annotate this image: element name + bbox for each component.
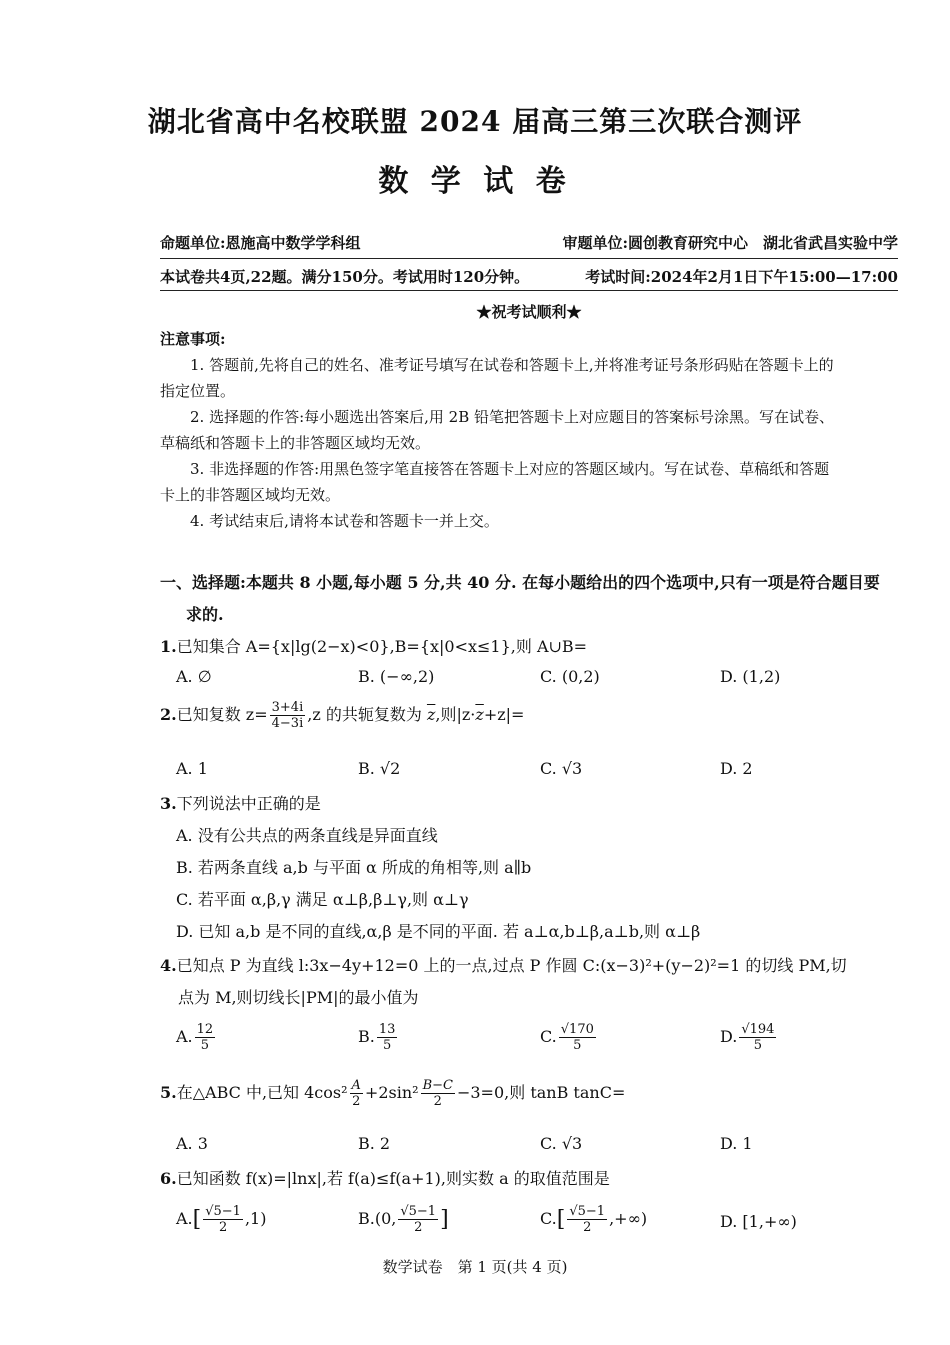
setter-info: 命题单位:恩施高中数学学科组 — [160, 234, 361, 252]
option-a: A. 没有公共点的两条直线是异面直线 — [176, 826, 438, 845]
fraction — [398, 1204, 438, 1235]
question-2 — [160, 700, 524, 731]
question-number: 6. — [160, 1169, 177, 1188]
numerator: A — [351, 1078, 361, 1093]
interval-tail: ,1) — [244, 1209, 267, 1228]
question-stem: 已知点 P 为直线 l:3x−4y+12=0 上的一点,过点 P 作圆 C:(x−3)²+(y−2)²=1 的切线 PM,切 — [176, 956, 847, 975]
option-d: D. 已知 a,b 是不同的直线,α,β 是不同的平面. 若 a⊥α,b⊥β,a⊥b,则 α⊥β — [176, 922, 701, 941]
section-heading: 一、选择题:本题共 8 小题,每小题 5 分,共 40 分. 在每小题给出的四个选项中,只有一项是符合题目要 — [160, 573, 880, 592]
option-d: D. 1 — [720, 1134, 753, 1153]
question-stem: 下列说法中正确的是 — [176, 794, 321, 813]
exam-title: 湖北省高中名校联盟 2024 届高三第三次联合测评 — [147, 105, 803, 138]
option-d: D. [1,+∞) — [720, 1212, 797, 1231]
question-3 — [160, 791, 321, 814]
numerator: √5−1 — [400, 1204, 437, 1219]
question-stem: 已知集合 A={x|lg(2−x)<0},B={x|0<x≤1},则 A∪B= — [176, 637, 588, 656]
option-a — [176, 1022, 217, 1053]
option-a: A. ∅ — [176, 667, 212, 686]
question-stem: +2sin² — [364, 1083, 419, 1102]
denominator: 2 — [414, 1220, 423, 1235]
question-stem: 已知复数 z= — [176, 705, 268, 724]
question-stem: 在△ABC 中,已知 4cos² — [176, 1083, 348, 1102]
question-number: 2. — [160, 705, 177, 724]
option-label: A. — [176, 1027, 193, 1046]
fraction — [377, 1022, 398, 1053]
question-number: 3. — [160, 794, 177, 813]
option-label: C. — [540, 1209, 557, 1228]
section-heading-cont: 求的. — [186, 605, 224, 624]
option-c — [540, 1022, 598, 1053]
divider-line — [160, 290, 898, 291]
question-stem: −3=0,则 tanB tanC= — [456, 1083, 626, 1102]
question-number: 4. — [160, 956, 177, 975]
interval-head: (0, — [374, 1209, 397, 1228]
numerator: √194 — [741, 1022, 775, 1037]
denominator: 5 — [573, 1038, 582, 1053]
option-label: D. — [720, 1027, 738, 1046]
denominator: 2 — [218, 1220, 228, 1235]
option-c: C. 若平面 α,β,γ 满足 α⊥β,β⊥γ,则 α⊥γ — [176, 890, 469, 909]
numerator: B−C — [422, 1078, 453, 1093]
numerator: √5−1 — [205, 1204, 241, 1219]
question-number: 1. — [160, 637, 177, 656]
option-d: D. 2 — [720, 759, 753, 778]
denominator: 2 — [352, 1094, 361, 1109]
option-d: D. (1,2) — [720, 667, 781, 686]
notice-heading: 注意事项: — [160, 330, 226, 348]
denominator: 2 — [433, 1094, 442, 1109]
question-stem: ,z 的共轭复数为 — [307, 705, 427, 724]
wish-banner: ★祝考试顺利★ — [476, 303, 582, 321]
option-b: B. 若两条直线 a,b 与平面 α 所成的角相等,则 a∥b — [176, 858, 532, 877]
option-c — [540, 1204, 647, 1235]
conjugate-z: $\overline{z}$ — [475, 705, 484, 724]
fraction — [195, 1022, 216, 1053]
conjugate-z: $\overline{z}$ — [426, 705, 436, 724]
option-c: C. √3 — [540, 759, 583, 778]
question-stem: ,则|z· — [435, 705, 476, 724]
bracket: ] — [440, 1207, 449, 1232]
fraction — [350, 1078, 363, 1109]
option-d — [720, 1022, 778, 1053]
notice-item: 3. 非选择题的作答:用黑色签字笔直接答在答题卡上对应的答题区域内。写在试卷、草稿纸和答题 — [190, 460, 830, 478]
notice-item: 卡上的非答题区域均无效。 — [160, 486, 341, 504]
exam-time: 考试时间:2024年2月1日下午15:00—17:00 — [585, 268, 898, 286]
denominator: 5 — [200, 1038, 210, 1053]
option-label: B. — [358, 1027, 375, 1046]
numerator: √5−1 — [569, 1204, 606, 1219]
option-label: C. — [540, 1027, 557, 1046]
fraction — [270, 700, 306, 731]
option-c: C. (0,2) — [540, 667, 600, 686]
denominator: 4−3i — [271, 716, 304, 731]
question-4-cont: 点为 M,则切线长|PM|的最小值为 — [178, 988, 419, 1007]
question-4 — [160, 953, 847, 976]
option-a: A. 1 — [176, 759, 208, 778]
numerator: 13 — [378, 1022, 396, 1037]
option-a: A. 3 — [176, 1134, 208, 1153]
fraction — [567, 1204, 607, 1235]
question-6 — [160, 1166, 610, 1189]
divider-line — [160, 258, 898, 259]
option-label: A. — [176, 1209, 193, 1228]
numerator: 3+4i — [271, 700, 304, 715]
numerator: √170 — [560, 1022, 594, 1037]
notice-item: 草稿纸和答题卡上的非答题区域均无效。 — [160, 434, 431, 452]
option-b — [358, 1022, 399, 1053]
denominator: 5 — [753, 1038, 763, 1053]
question-stem: +z|= — [483, 705, 525, 724]
option-a — [176, 1204, 266, 1235]
exam-info: 本试卷共4页,22题。满分150分。考试用时120分钟。 — [160, 268, 530, 286]
fraction — [203, 1204, 243, 1235]
denominator: 2 — [583, 1220, 592, 1235]
bracket: [ — [192, 1207, 202, 1232]
denominator: 5 — [382, 1038, 392, 1053]
fraction — [421, 1078, 455, 1109]
bracket: [ — [556, 1207, 566, 1232]
option-c: C. √3 — [540, 1134, 583, 1153]
question-5 — [160, 1078, 625, 1109]
option-b: B. 2 — [358, 1134, 391, 1153]
notice-item: 1. 答题前,先将自己的姓名、准考证号填写在试卷和答题卡上,并将准考证号条形码贴在答题卡上的 — [190, 356, 834, 374]
option-label: B. — [358, 1209, 375, 1228]
fraction — [559, 1022, 596, 1053]
option-b: B. √2 — [358, 759, 401, 778]
exam-subject: 数 学 试 卷 — [378, 164, 572, 199]
question-1 — [160, 634, 587, 657]
page-footer: 数学试卷 第 1 页(共 4 页) — [382, 1258, 568, 1276]
question-number: 5. — [160, 1083, 177, 1102]
option-b: B. (−∞,2) — [358, 667, 435, 686]
option-b — [358, 1204, 449, 1235]
question-stem: 已知函数 f(x)=|lnx|,若 f(a)≤f(a+1),则实数 a 的取值范围是 — [176, 1169, 610, 1188]
notice-item: 指定位置。 — [160, 382, 236, 400]
notice-item: 2. 选择题的作答:每小题选出答案后,用 2B 铅笔把答题卡上对应题目的答案标号涂黑。写在试卷、 — [190, 408, 835, 426]
numerator: 12 — [196, 1022, 214, 1037]
fraction — [739, 1022, 776, 1053]
notice-item: 4. 考试结束后,请将本试卷和答题卡一并上交。 — [190, 512, 499, 530]
reviewer-info: 审题单位:圆创教育研究中心 湖北省武昌实验中学 — [562, 234, 898, 252]
interval-tail: ,+∞) — [609, 1209, 648, 1228]
